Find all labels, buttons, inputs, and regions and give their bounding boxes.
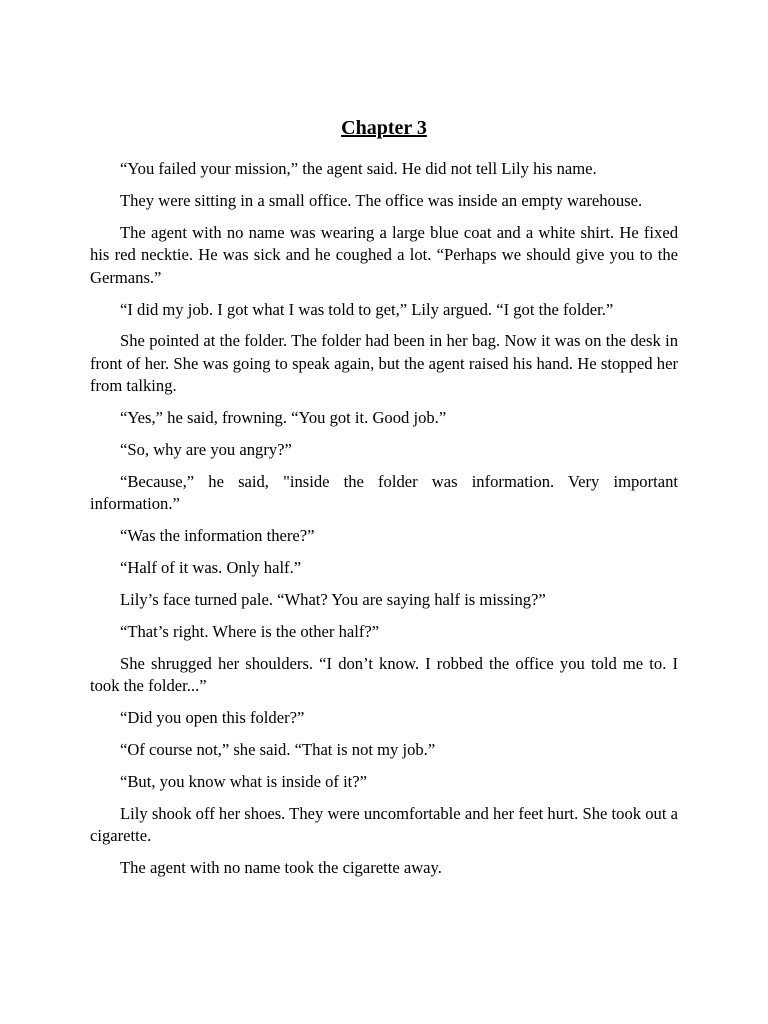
paragraph-8: “Because,” he said, "inside the folder was information. Very important information.” <box>90 471 678 514</box>
paragraph-14: “Did you open this folder?” <box>120 708 305 728</box>
paragraph-18: The agent with no name took the cigarette away. <box>120 858 442 878</box>
paragraph-16: “But, you know what is inside of it?” <box>120 772 368 792</box>
paragraph-1: “You failed your mission,” the agent said. He did not tell Lily his name. <box>120 159 597 178</box>
paragraph-12: “That’s right. Where is the other half?” <box>120 622 380 641</box>
paragraph-13: She shrugged her shoulders. “I don’t know. I robbed the office you told me to. I took the folder...” <box>90 653 678 696</box>
paragraph-7: “So, why are you angry?” <box>120 440 292 460</box>
paragraph-2: They were sitting in a small office. The office was inside an empty warehouse. <box>120 190 643 210</box>
chapter-title: Chapter 3 <box>341 117 427 139</box>
paragraph-15: “Of course not,” she said. “That is not my job.” <box>120 740 436 760</box>
paragraph-11: Lily’s face turned pale. “What? You are saying half is missing?” <box>120 590 546 610</box>
paragraph-17: Lily shook off her shoes. They were uncomfortable and her feet hurt. She took out a cigarette. <box>90 803 678 846</box>
paragraph-3: The agent with no name was wearing a large blue coat and a white shirt. He fixed his red necktie. He was sick and he coughed a lot. “Perhaps we should give you to the Germans.” <box>90 222 678 287</box>
paragraph-10: “Half of it was. Only half.” <box>120 558 302 578</box>
paragraph-5: She pointed at the folder. The folder had been in her bag. Now it was on the desk in front of her. She was going to speak again, but the agent raised his hand. He stopped her from talking. <box>90 331 678 396</box>
paragraph-6: “Yes,” he said, frowning. “You got it. Good job.” <box>120 408 447 428</box>
paragraph-9: “Was the information there?” <box>120 526 315 546</box>
paragraph-4: “I did my job. I got what I was told to get,” Lily argued. “I got the folder.” <box>120 299 614 319</box>
document-page <box>90 114 678 889</box>
